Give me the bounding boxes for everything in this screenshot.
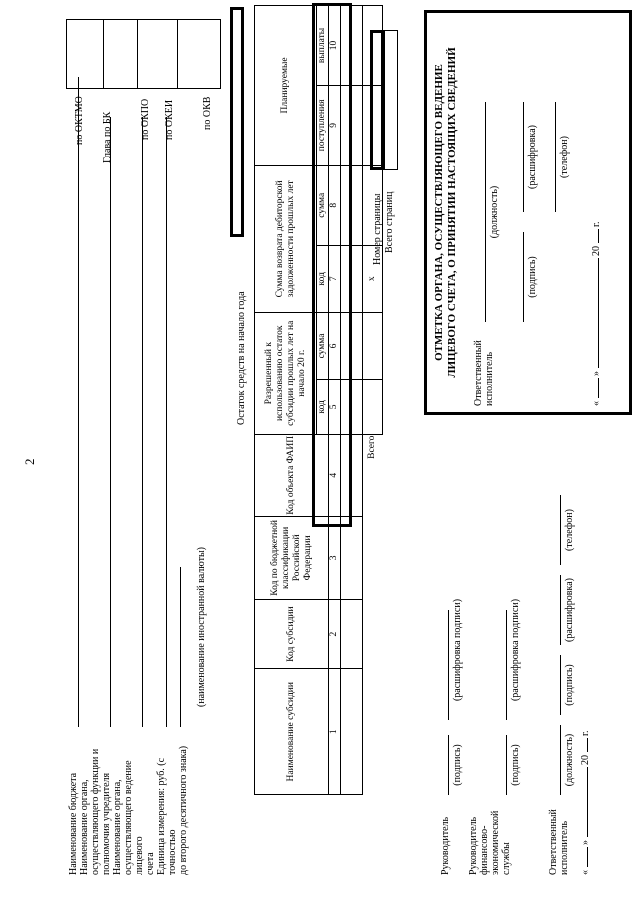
col-subsidy-code: Код субсидии — [255, 599, 329, 669]
fin-head-line-3: экономической — [490, 810, 501, 875]
mark-title-line-2: ЛИЦЕВОГО СЧЕТА, О ПРИНЯТИИ НАСТОЯЩИХ СВЕДЕНИЙ — [446, 47, 458, 378]
total-label: Всего — [367, 435, 378, 459]
col-num-7: 7 — [329, 245, 341, 312]
sub-postupleniya-9: поступления — [317, 85, 329, 165]
col-num-5: 5 — [329, 380, 341, 435]
budget-name-label: Наименование бюджета — [68, 772, 79, 875]
executor-decode-caption: (расшифровка) — [564, 578, 575, 642]
mark-date-close-quote: » — [591, 371, 602, 376]
sub-kod-7: код — [317, 245, 329, 312]
mark-date-open-quote: « — [591, 401, 602, 406]
col-num-4: 4 — [329, 434, 341, 516]
executor-date[interactable] — [580, 731, 591, 875]
okei-label: по ОКЕИ — [164, 99, 175, 140]
col-num-9: 9 — [329, 85, 341, 165]
date-open-quote: « — [580, 870, 591, 875]
mark-executor-line-1: Ответственный — [473, 340, 484, 406]
col-group-allowed-balance: Разрешенный к использованию остаток субсидии прошлых лет на начало 20 г. — [255, 312, 317, 434]
account-org-label-3: счета — [145, 852, 156, 875]
mark-position-caption: (должность) — [489, 185, 500, 239]
fin-head-line-1: Руководитель — [468, 816, 479, 875]
mark-year-prefix: 20 — [591, 246, 602, 256]
data-entry-frame — [312, 3, 352, 527]
mark-phone-line[interactable] — [555, 102, 556, 212]
fin-head-label — [468, 811, 512, 875]
col-num-3: 3 — [329, 516, 341, 599]
fin-signature-line[interactable] — [506, 735, 507, 795]
col-group-return: Сумма возврата дебиторской задолженности прошлых лет — [255, 165, 317, 312]
executor-podpis-caption: (подпись) — [564, 664, 575, 706]
executor-label — [548, 809, 570, 875]
budget-name-line[interactable] — [78, 77, 79, 727]
founder-org-line[interactable] — [110, 117, 111, 727]
mark-podpis-caption: (подпись) — [527, 256, 538, 298]
fin-head-line-4: службы — [501, 842, 512, 875]
sub-summa-8: сумма — [317, 165, 329, 245]
col-budget-class-code: Код по бюджетной классификации Российской Федерации — [255, 516, 329, 599]
executor-phone-line[interactable] — [560, 495, 561, 565]
head-podpis-caption: (подпись) — [452, 744, 463, 786]
unit-label-1: Единица измерения: руб. (с точностью — [156, 757, 178, 875]
executor-signature-line[interactable] — [560, 655, 561, 715]
mark-signature-line[interactable] — [523, 232, 524, 322]
executor-line-2: исполнитель — [559, 820, 570, 875]
mark-phone-caption: (телефон) — [559, 136, 570, 178]
okpo-label: по ОКПО — [140, 98, 151, 140]
account-org-line[interactable] — [142, 117, 143, 727]
col-num-10: 10 — [329, 6, 341, 86]
unit-label-2: до второго десятичного знака) — [178, 745, 189, 875]
col-subsidy-name: Наименование субсидии — [255, 669, 329, 795]
header-labels — [68, 725, 189, 875]
page-number-box[interactable] — [370, 30, 384, 170]
mark-date[interactable] — [591, 222, 602, 406]
oktmo-label: по ОКТМО — [74, 96, 85, 145]
executor-phone-caption: (телефон) — [564, 509, 575, 551]
mark-executor-line-2: исполнитель — [484, 351, 495, 406]
account-org-label-1: Наименование органа, — [112, 779, 123, 875]
head-signature-line[interactable] — [448, 735, 449, 795]
col-num-8: 8 — [329, 165, 341, 245]
page-number: 2 — [22, 458, 37, 465]
year-suffix: г. — [580, 730, 591, 736]
executor-decode-line[interactable] — [560, 575, 561, 645]
mark-title — [433, 13, 459, 412]
page-number-label: Номер страницы — [372, 193, 383, 265]
executor-position-line[interactable] — [560, 725, 561, 795]
fin-decode-line[interactable] — [506, 610, 507, 720]
founder-org-label-1: Наименование органа, — [79, 779, 90, 875]
date-close-quote: » — [580, 840, 591, 845]
col-num-1: 1 — [329, 669, 341, 795]
total-x-mark: x — [363, 245, 383, 312]
col-num-6: 6 — [329, 312, 341, 379]
fin-head-line-2: финансово- — [479, 825, 490, 875]
executor-position-caption: (должность) — [564, 733, 575, 787]
total-pages-label: Всего страниц — [384, 191, 395, 253]
mark-decode-line[interactable] — [523, 102, 524, 212]
head-label: Руководитель — [440, 816, 451, 875]
head-decode-caption: (расшифровка подписи) — [452, 598, 463, 702]
fin-podpis-caption: (подпись) — [510, 744, 521, 786]
col-faip-code: Код объекта ФАИП — [255, 434, 329, 516]
currency-line[interactable] — [180, 567, 181, 727]
col-group-planned: Планируемые — [255, 6, 317, 166]
head-decode-line[interactable] — [448, 610, 449, 720]
acceptance-mark-box — [424, 10, 632, 415]
currency-caption: (наименование иностранной валюты) — [196, 547, 207, 707]
mark-executor-label — [473, 340, 495, 406]
mark-title-line-1: ОТМЕТКА ОРГАНА, ОСУЩЕСТВЛЯЮЩЕГО ВЕДЕНИЕ — [433, 64, 445, 361]
unit-line[interactable] — [166, 117, 167, 727]
executor-line-1: Ответственный — [548, 809, 559, 875]
okv-label: по ОКВ — [202, 96, 213, 130]
total-pages-box[interactable] — [384, 30, 398, 170]
mark-decode-caption: (расшифровка) — [527, 125, 538, 189]
account-org-label-2: осуществляющего ведение лицевого — [123, 760, 145, 875]
bk-label: Глава по БК — [102, 111, 113, 163]
founder-org-label-2: осуществляющего функции и — [90, 748, 101, 875]
sub-summa-6: сумма — [317, 312, 329, 379]
year-prefix: 20 — [580, 755, 591, 765]
fin-decode-caption: (расшифровка подписи) — [510, 598, 521, 702]
codes-box[interactable] — [66, 19, 221, 89]
okv-input-box[interactable] — [230, 7, 244, 237]
sub-kod-5: код — [317, 380, 329, 435]
founder-org-label-3: полномочия учредителя — [101, 772, 112, 875]
mark-position-line[interactable] — [485, 102, 486, 322]
sub-vyplaty-10: выплаты — [317, 6, 329, 86]
col-num-2: 2 — [329, 599, 341, 669]
section-title: Остаток средств на начало года — [236, 291, 247, 425]
mark-year-suffix: г. — [591, 221, 602, 227]
